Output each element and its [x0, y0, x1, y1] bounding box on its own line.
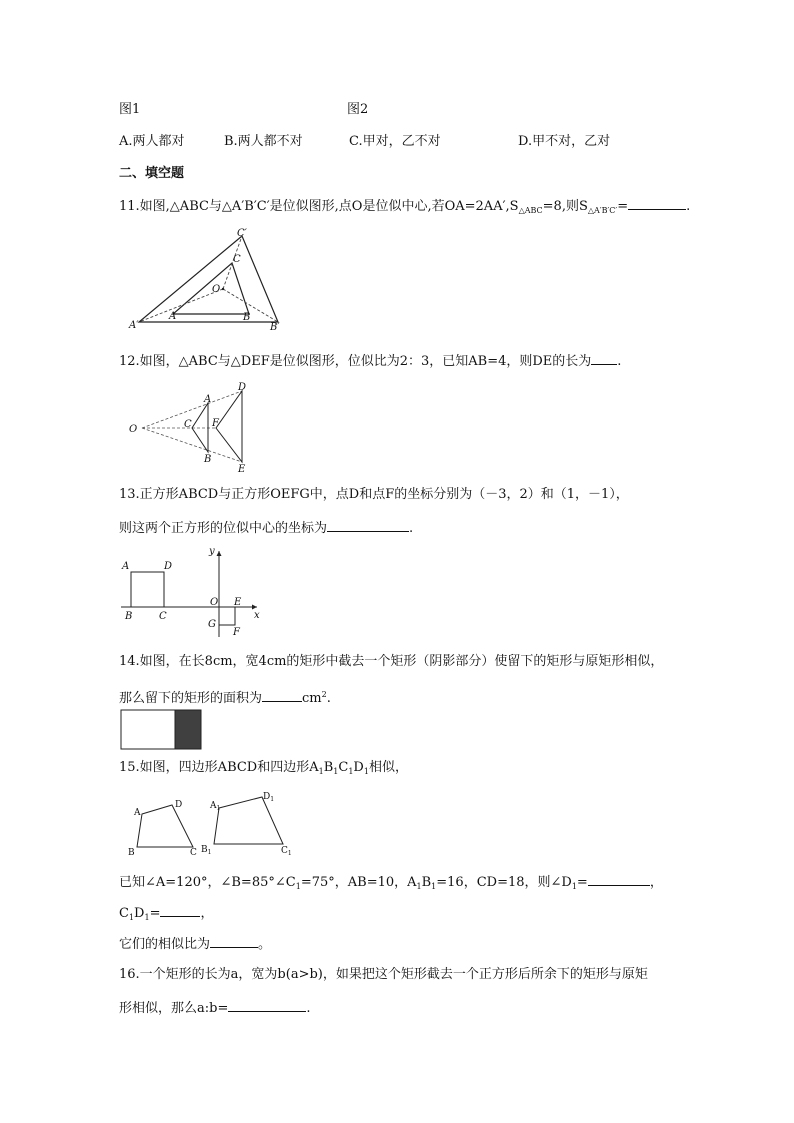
q13-label-c: C — [159, 611, 167, 622]
q15-cond-3: B — [421, 875, 432, 890]
triangle-def — [216, 391, 242, 462]
q11-label-a: A — [169, 311, 177, 322]
q15-text-1: 15.如图，四边形ABCD和四边形A — [119, 760, 319, 775]
q15-label-a: A — [134, 808, 141, 818]
q15-period: 。 — [258, 937, 272, 952]
quadrilateral-abcd — [137, 805, 193, 847]
q13-label-b: B — [125, 611, 133, 622]
question-15-conditions — [119, 873, 663, 896]
triangle-abc — [192, 403, 208, 452]
q15-label-b: B — [128, 848, 135, 858]
q11-label-b1: B′ — [270, 322, 280, 333]
q15-label-d1: $D_1$ — [263, 792, 275, 803]
question-15 — [119, 759, 408, 781]
q15-cond-1: 已知∠A=120°，∠B=85°∠C — [119, 875, 296, 890]
q13-label-y: y — [209, 546, 215, 557]
q12-label-d: D — [238, 382, 247, 393]
q15-cond-sub: 1 — [416, 882, 422, 891]
q11-label-o: O — [212, 284, 221, 295]
q15-figure — [122, 793, 302, 859]
q12-label-b: B — [204, 454, 212, 465]
question-13-line-2 — [119, 519, 413, 538]
q12-label-c: C — [184, 419, 192, 430]
q15-cond-2: =75°，AB=10，A — [300, 875, 417, 890]
q11-text-1: 11.如图,△ABC与△A′B′C′是位似图形,点O是位似中心,若OA=2AA′,S — [119, 199, 519, 214]
figure-label-1: 图1 — [119, 102, 141, 117]
q16-text: 形相似，那么a:b= — [119, 1001, 229, 1016]
q15-c1-sub: 1 — [128, 913, 135, 922]
q12-label-o: O — [129, 424, 138, 435]
q15-sub: 1 — [348, 767, 354, 776]
q15-sub: 1 — [333, 767, 339, 776]
question-11 — [119, 197, 690, 220]
q15-text-c: C — [338, 760, 349, 775]
q15-cond-4: =16，CD=18，则∠D — [436, 875, 572, 890]
q15-text-d: D — [353, 760, 364, 775]
question-12 — [119, 352, 621, 371]
q11-text-3: = — [617, 199, 629, 214]
question-13-line-1: 13.正方形ABCD与正方形OEFG中，点D和点F的坐标分别为（－3，2）和（1，－1）， — [119, 487, 629, 502]
question-14-line-1: 14.如图，在长8cm，宽4cm的矩形中截去一个矩形（阴影部分）使留下的矩形与原矩形相似， — [119, 654, 664, 669]
q15-ratio-text: 它们的相似比为 — [119, 937, 211, 952]
q15-c1: C — [119, 906, 129, 921]
q11-label-b: B — [243, 312, 251, 323]
q15-sub: 1 — [363, 767, 369, 776]
square-abcd — [131, 572, 164, 607]
section-title: 二、填空题 — [119, 166, 185, 181]
q11-sub-1: △ABC — [518, 206, 543, 215]
q11-answer-blank[interactable] — [628, 197, 686, 210]
q15-label-c1: $C_1$ — [281, 846, 292, 857]
q13-label-f: F — [233, 627, 240, 638]
triangle-a1b1c1 — [139, 236, 278, 322]
q14-unit: cm — [302, 691, 322, 706]
q16-answer-blank[interactable] — [228, 999, 306, 1012]
q15-sub: 1 — [318, 767, 324, 776]
q14-end: . — [326, 691, 331, 706]
q12-answer-blank[interactable] — [591, 352, 617, 365]
q11-end: . — [686, 199, 691, 214]
triangle-abc — [173, 263, 249, 314]
q11-label-c1: C′ — [237, 228, 247, 239]
q15-length-blank[interactable] — [160, 904, 200, 917]
q13-label-o: O — [210, 597, 219, 608]
q12-end: . — [617, 354, 622, 369]
q15-cond-sub: 1 — [431, 882, 437, 891]
q13-figure — [119, 545, 264, 640]
q12-label-a: A — [204, 394, 212, 405]
q15-cond-5: = — [576, 875, 588, 890]
question-16-line-2 — [119, 999, 311, 1018]
q11-text-2: =8,则S — [542, 199, 588, 214]
square-oefg — [219, 607, 235, 625]
q11-sub-2: △A′B′C′ — [587, 206, 618, 215]
q15-cond-sub: 1 — [571, 882, 577, 891]
q14-unit-sup: 2 — [321, 690, 327, 699]
option-a: A.两人都对 — [119, 134, 185, 149]
q13-label-a: A — [122, 561, 130, 572]
q15-comma: ， — [649, 875, 663, 890]
q13-label-d: D — [164, 561, 173, 572]
q12-label-e: E — [238, 464, 246, 475]
q15-ratio-blank[interactable] — [210, 935, 258, 948]
question-14-line-2 — [119, 686, 331, 708]
q13-end: . — [409, 521, 414, 536]
q15-d1: D — [134, 906, 145, 921]
q14-answer-blank[interactable] — [262, 689, 302, 702]
q14-figure — [120, 709, 204, 751]
q16-end: . — [306, 1001, 311, 1016]
q15-d1-sub: 1 — [144, 913, 150, 922]
q15-angle-blank[interactable] — [588, 873, 650, 886]
q13-answer-blank[interactable] — [327, 519, 409, 532]
q15-comma-2: ， — [200, 906, 214, 921]
question-15-line-3 — [119, 935, 271, 954]
q15-label-c: C — [190, 848, 197, 858]
q13-text: 则这两个正方形的位似中心的坐标为 — [119, 521, 328, 536]
figure-label-2: 图2 — [347, 102, 369, 117]
q12-text: 12.如图，△ABC与△DEF是位似图形，位似比为2：3，已知AB=4，则DE的长为 — [119, 354, 592, 369]
q11-label-c: C — [233, 254, 241, 265]
q12-label-f: F — [212, 418, 219, 429]
q15-cond-sub: 1 — [295, 882, 301, 891]
question-15-line-2 — [119, 904, 214, 927]
q11-figure — [125, 225, 290, 335]
q15-eq: = — [149, 906, 161, 921]
option-b: B.两人都不对 — [224, 134, 303, 149]
shaded-rectangle — [175, 710, 201, 749]
q15-label-a1: $A_1$ — [210, 801, 221, 812]
q15-label-d: D — [175, 800, 183, 810]
q11-label-a1: A′ — [129, 320, 139, 331]
q15-text-b: B — [323, 760, 334, 775]
question-16-line-1: 16.一个矩形的长为a，宽为b(a>b)，如果把这个矩形截去一个正方形后所余下的矩形与原矩 — [119, 967, 648, 982]
q13-label-e: E — [234, 597, 242, 608]
q14-text: 那么留下的矩形的面积为 — [119, 691, 263, 706]
q13-label-g: G — [208, 619, 216, 630]
option-c: C.甲对，乙不对 — [349, 134, 441, 149]
q15-text-2: 相似， — [368, 760, 408, 775]
q12-figure — [128, 384, 258, 474]
q13-label-x: x — [254, 610, 260, 621]
quadrilateral-a1b1c1d1 — [214, 797, 283, 844]
option-d: D.甲不对，乙对 — [518, 134, 611, 149]
q15-label-b1: $B_1$ — [201, 845, 212, 856]
